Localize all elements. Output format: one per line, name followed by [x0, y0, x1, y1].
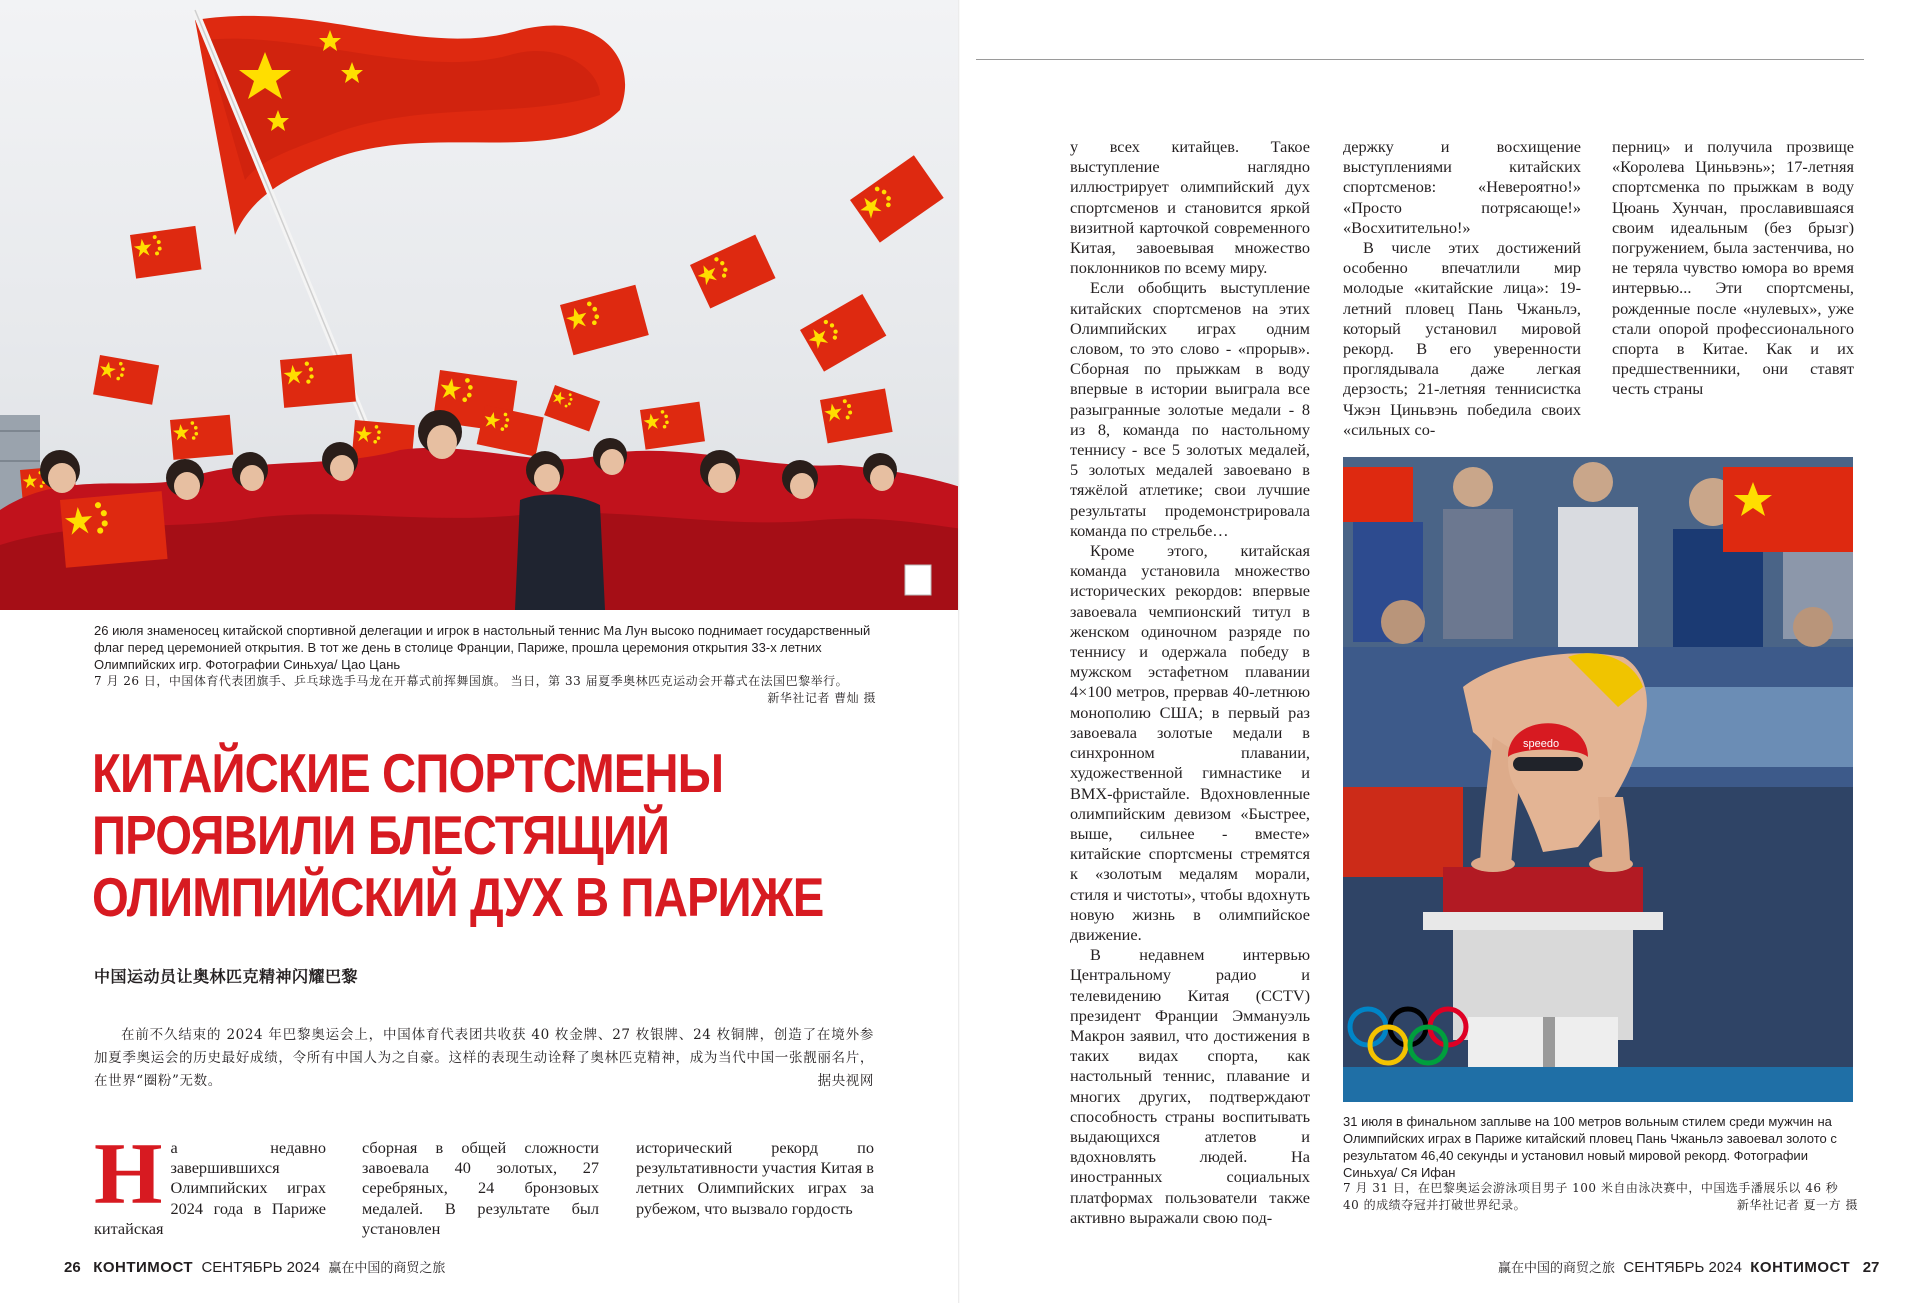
drop-cap: Н [94, 1126, 163, 1223]
body-paragraph: В числе этих достижений особенно впечатлили мир молодые «китайские лица»: 19-летний пловец Пань Чжаньлэ, который установил мировой рекорд. В его уверенности проглядывала даже легкая дерзость; 21-летняя теннисистка Чжэн Циньвэнь победила своих «сильных со- [1343, 238, 1581, 439]
body-column-6 [1612, 137, 1854, 400]
body-paragraph: сборная в общей сложности завоевала 40 золотых, 27 серебряных, 24 бронзовых медалей. В результате был установлен [362, 1138, 599, 1238]
article-headline [92, 742, 824, 928]
subheadline-zh: 中国运动员让奥林匹克精神闪耀巴黎 [94, 967, 359, 986]
body-paragraph: а недавно завершившихся Олимпийских играх 2024 года в Париже китайская [94, 1138, 326, 1238]
cap-logo: speedo [1523, 738, 1560, 750]
headline-line: ПРОЯВИЛИ БЛЕСТЯЩИЙ [92, 804, 670, 866]
body-column-2 [362, 1138, 599, 1239]
body-column-5 [1343, 137, 1581, 440]
headline-line: ОЛИМПИЙСКИЙ ДУХ В ПАРИЖЕ [92, 866, 824, 928]
magazine-name: КОНТИМОСТ [1750, 1259, 1851, 1276]
body-paragraph: В недавнем интервью Центральному радио и телевидению Китая (CCTV) президент Франции Эммануэль Макрон заявил, что достижения в таких видах спорта, как настольный теннис, плавание и многих других, подтверждают способность страны воспитывать выдающихся атлетов и вдохновлять людей. На иностранных социальных платформах пользователи также активно выражали свою под- [1070, 945, 1310, 1227]
issue-date: СЕНТЯБРЬ 2024 [1623, 1259, 1742, 1276]
page-number: 26 [64, 1259, 81, 1276]
lead-paragraph-zh: 在前不久结束的 2024 年巴黎奥运会上，中国体育代表团共收获 40 枚金牌、27 枚银牌、24 枚铜牌，创造了在境外参加夏季奥运会的历史最好成绩，令所有中国人为之自豪。这样的表现生动诠释了奥林匹克精神，成为当代中国一张靓丽名片，在世界“圈粉”无数。 [94, 1027, 874, 1089]
body-paragraph: перниц» и получила прозвище «Королева Циньвэнь»; 17-летняя спортсменка по прыжкам в воду Цюань Хунчан, прославившаяся своим идеальным (без брызг) погружением, была застенчива, но не теряла чувство юмора во время интервью... Эти спортсмены, рожденные после «нулевых», уже стали опорой профессионального спорта в Китае. Как и их предшественники, они ставят честь страны [1612, 137, 1854, 399]
lead-source: 据央视网 [817, 1073, 874, 1089]
body-column-3 [636, 1138, 874, 1219]
body-paragraph: держку и восхищение выступлениями китайских спортсменов: «Невероятно!» «Просто потрясающе!» «Восхитительно!» [1343, 137, 1581, 237]
swimmer-photo-caption-ru: 31 июля в финальном заплыве на 100 метров вольным стилем среди мужчин на Олимпийских играх в Париже китайский пловец Пань Чжаньлэ завоевал золото с результатом 46,40 секунды и установил новый мировой рекорд. Фотографии Синьхуа/ Ся Ифан [1343, 1114, 1837, 1180]
flag-photo-credit: 新华社记者 曹灿 摄 [767, 691, 876, 705]
swimmer-photo-caption-zh: 7 月 31 日，在巴黎奥运会游泳项目男子 100 米自由泳决赛中，中国选手潘展乐以 46 秒 40 的成绩夺冠并打破世界纪录。 [1343, 1181, 1839, 1212]
body-paragraph: Кроме этого, китайская команда установила множество исторических рекордов: впервые завоевала чемпионский титул в женском одиночном разряде по теннису и одержала победу в мужском эстафетном плавании 4×100 метров, прервав 40-летнюю монополию США; в первый раз завоевала золотые медали в синхронном плавании, художественной гимнастике и BMX-фристайле. Вдохновленные олимпийским девизом «Быстрее, выше, сильнее - вместе» китайские спортсмены стремятся к «золотым медалям морали, стиля и чистоты», чтобы вдохнуть новую жизнь в олимпийское движение. [1070, 541, 1310, 944]
left-footer [64, 1257, 445, 1276]
body-column-4 [1070, 137, 1310, 1228]
flag-bearer-photo [0, 0, 960, 610]
magazine-tagline: 赢在中国的商贸之旅 [1498, 1261, 1616, 1276]
magazine-tagline: 赢在中国的商贸之旅 [328, 1261, 446, 1276]
flag-photo-caption-ru: 26 июля знаменосец китайской спортивной делегации и игрок в настольный теннис Ма Лун высоко поднимает государственный флаг перед церемонией открытия. В тот же день в столице Франции, Париже, прошла церемония открытия 33-х летних Олимпийских игр. Фотографии Синьхуа/ Цао Цань [94, 623, 871, 672]
issue-date: СЕНТЯБРЬ 2024 [201, 1259, 321, 1276]
swimmer-photo [1343, 457, 1853, 1102]
right-footer [1498, 1257, 1879, 1276]
top-rule [976, 59, 1864, 60]
body-paragraph: у всех китайцев. Такое выступление наглядно иллюстрирует олимпийский дух спортсменов и становится яркой визитной карточкой современного Китая, завоевывая множество поклонников по всему миру. [1070, 137, 1310, 278]
body-column-1 [94, 1126, 326, 1239]
chinese-flag-icon [1723, 467, 1853, 552]
body-paragraph: исторический рекорд по результативности участия Китая в летних Олимпийских играх за рубежом, что вызвало гордость [636, 1138, 874, 1218]
swimmer-photo-credit: 新华社记者 夏一方 摄 [1736, 1198, 1858, 1212]
flag-photo-caption-zh: 7 月 26 日，中国体育代表团旗手、乒乓球选手马龙在开幕式前挥舞国旗。 当日，第 33 届夏季奥林匹克运动会开幕式在法国巴黎举行。 [94, 674, 849, 688]
page-number: 27 [1862, 1259, 1880, 1276]
body-paragraph: Если обобщить выступление китайских спортсменов на этих Олимпийских играх одним словом, то это слово - «прорыв». Сборная по прыжкам в воду впервые в истории выиграла все разыгранные золотые медали - 8 из 8, команда по настольному теннису - все 5 золотых медалей, 5 золотых медалей завоевано в тяжёлой атлетике; свои лучшие результаты продемонстрировала команда по стрельбе… [1070, 278, 1310, 540]
headline-line: КИТАЙСКИЕ СПОРТСМЕНЫ [92, 742, 724, 804]
magazine-name: КОНТИМОСТ [93, 1259, 194, 1276]
